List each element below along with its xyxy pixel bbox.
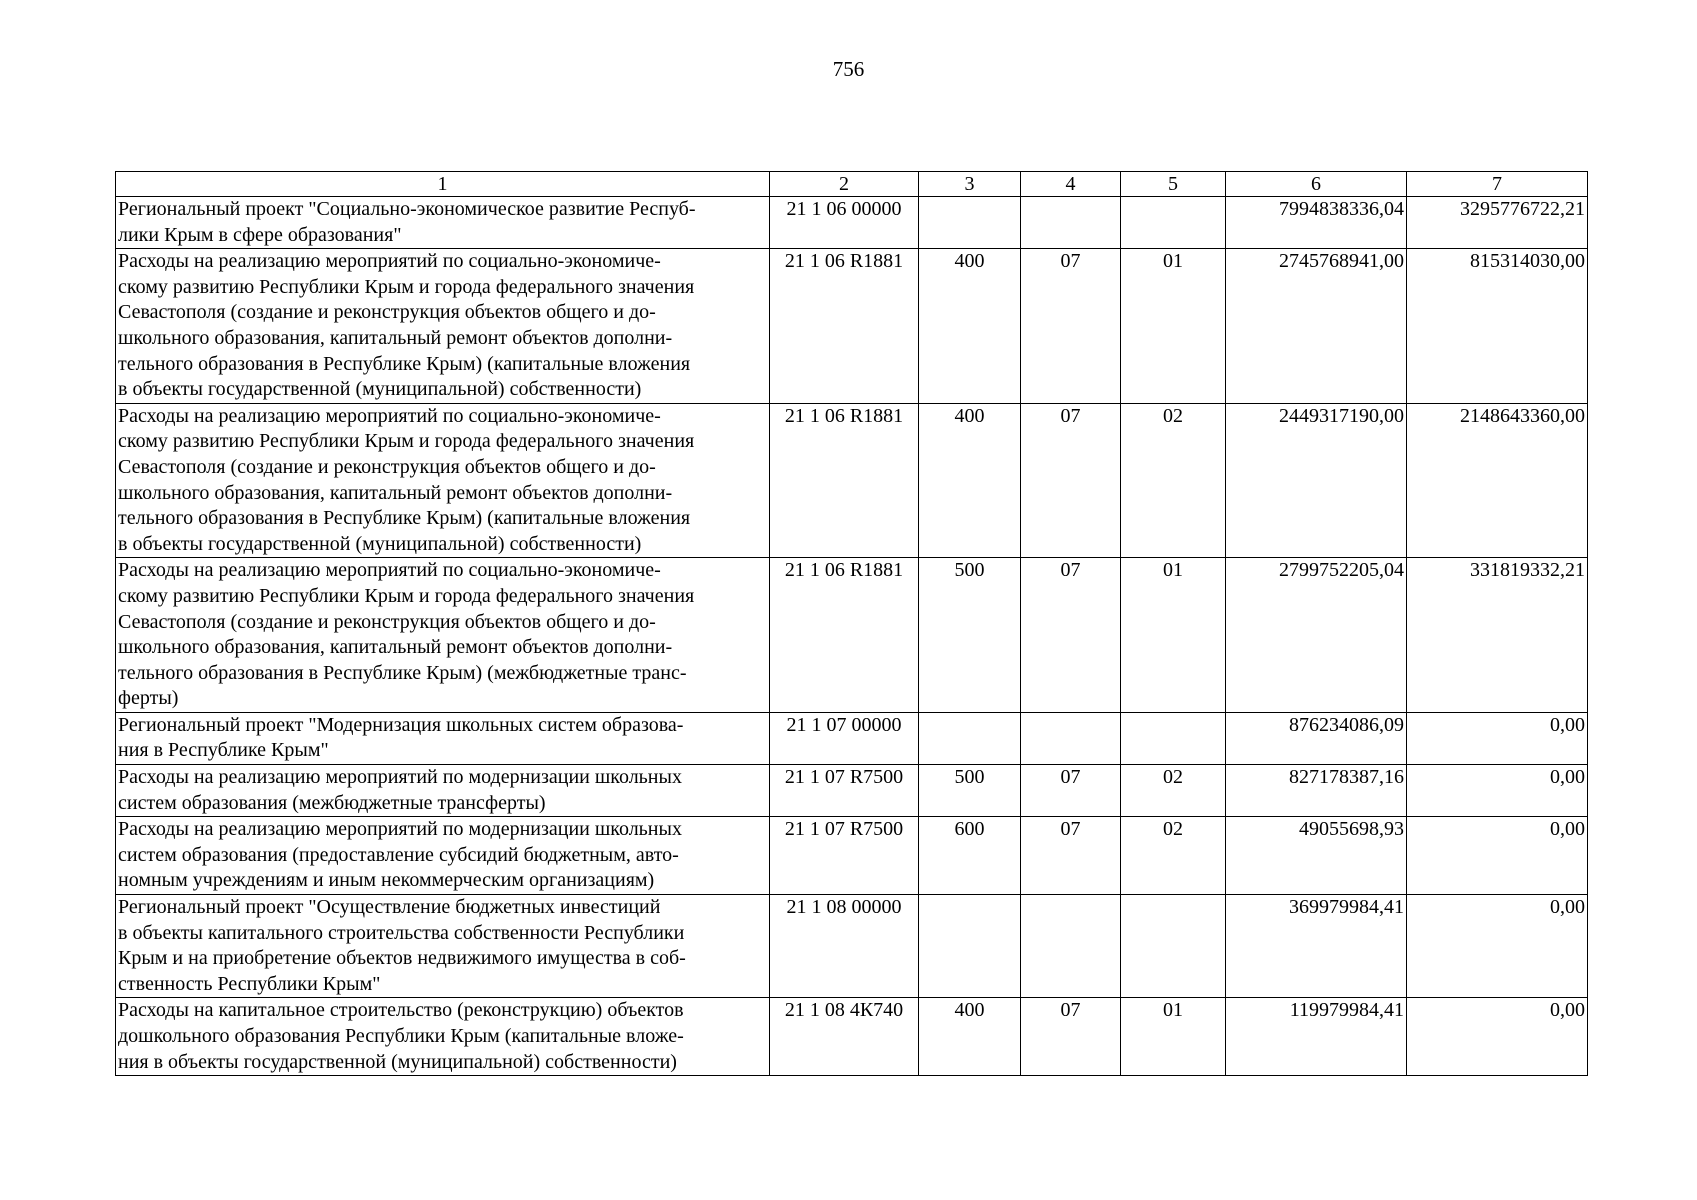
amount-year-1: 2745768941,00 — [1226, 249, 1407, 404]
description-line: школьного образования, капитальный ремонт объектов дополни- — [118, 326, 673, 349]
target-article-code: 21 1 06 00000 — [770, 197, 919, 249]
column-header: 1 — [116, 172, 770, 197]
table-row — [116, 817, 1588, 895]
budget-table — [115, 171, 1588, 1076]
amount-year-2: 331819332,21 — [1407, 558, 1588, 713]
row-description — [116, 558, 770, 713]
subsection-code: 01 — [1121, 558, 1226, 713]
description-line: систем образования (межбюджетные трансферты) — [118, 791, 546, 814]
section-code: 07 — [1021, 249, 1121, 404]
subsection-code: 01 — [1121, 249, 1226, 404]
table-row — [116, 197, 1588, 249]
description-line: школьного образования, капитальный ремонт объектов дополни- — [118, 481, 673, 504]
amount-year-1: 7994838336,04 — [1226, 197, 1407, 249]
section-code: 07 — [1021, 998, 1121, 1076]
section-code: 07 — [1021, 817, 1121, 895]
amount-year-2: 815314030,00 — [1407, 249, 1588, 404]
description-line: скому развитию Республики Крым и города федерального значения — [118, 275, 695, 298]
column-header: 6 — [1226, 172, 1407, 197]
target-article-code: 21 1 06 R1881 — [770, 558, 919, 713]
table-row — [116, 765, 1588, 817]
amount-year-1: 2799752205,04 — [1226, 558, 1407, 713]
description-line: лики Крым в сфере образования" — [118, 223, 402, 246]
target-article-code: 21 1 06 R1881 — [770, 249, 919, 404]
description-line: Региональный проект "Модернизация школьных систем образова- — [118, 713, 684, 736]
description-line: скому развитию Республики Крым и города федерального значения — [118, 584, 695, 607]
expense-type-code — [919, 712, 1021, 764]
amount-year-1: 2449317190,00 — [1226, 403, 1407, 558]
subsection-code: 01 — [1121, 998, 1226, 1076]
target-article-code: 21 1 07 R7500 — [770, 765, 919, 817]
expense-type-code: 400 — [919, 249, 1021, 404]
amount-year-2: 0,00 — [1407, 712, 1588, 764]
section-code: 07 — [1021, 765, 1121, 817]
target-article-code: 21 1 08 00000 — [770, 895, 919, 998]
description-line: тельного образования в Республике Крым) (капитальные вложения — [118, 352, 691, 375]
description-line: номным учреждениям и иным некоммерческим организациям) — [118, 869, 655, 892]
description-line: Севастополя (создание и реконструкция объектов общего и до- — [118, 301, 656, 324]
expense-type-code: 500 — [919, 558, 1021, 713]
section-code: 07 — [1021, 558, 1121, 713]
description-line: в объекты государственной (муниципальной) собственности) — [118, 532, 642, 555]
amount-year-1: 876234086,09 — [1226, 712, 1407, 764]
table-row — [116, 249, 1588, 404]
target-article-code: 21 1 06 R1881 — [770, 403, 919, 558]
description-line: ственность Республики Крым" — [118, 972, 381, 995]
row-description — [116, 765, 770, 817]
table-row — [116, 712, 1588, 764]
description-line: тельного образования в Республике Крым) (межбюджетные транс- — [118, 661, 687, 684]
column-header: 5 — [1121, 172, 1226, 197]
amount-year-2: 2148643360,00 — [1407, 403, 1588, 558]
description-line: Расходы на реализацию мероприятий по модернизации школьных — [118, 766, 682, 789]
section-code — [1021, 712, 1121, 764]
description-line: ния в объекты государственной (муниципальной) собственности) — [118, 1050, 677, 1073]
amount-year-1: 827178387,16 — [1226, 765, 1407, 817]
description-line: в объекты государственной (муниципальной) собственности) — [118, 378, 642, 401]
expense-type-code: 600 — [919, 817, 1021, 895]
section-code: 07 — [1021, 403, 1121, 558]
subsection-code: 02 — [1121, 765, 1226, 817]
subsection-code — [1121, 895, 1226, 998]
description-line: тельного образования в Республике Крым) (капитальные вложения — [118, 507, 691, 530]
subsection-code — [1121, 712, 1226, 764]
description-line: Крым и на приобретение объектов недвижимого имущества в соб- — [118, 947, 686, 970]
target-article-code: 21 1 08 4К740 — [770, 998, 919, 1076]
subsection-code — [1121, 197, 1226, 249]
description-line: Севастополя (создание и реконструкция объектов общего и до- — [118, 610, 656, 633]
amount-year-1: 369979984,41 — [1226, 895, 1407, 998]
description-line: Расходы на реализацию мероприятий по социально-экономиче- — [118, 404, 661, 427]
description-line: ния в Республике Крым" — [118, 739, 329, 762]
description-line: Расходы на реализацию мероприятий по модернизации школьных — [118, 818, 682, 841]
row-description — [116, 895, 770, 998]
description-line: Региональный проект "Социально-экономическое развитие Респуб- — [118, 198, 696, 220]
row-description — [116, 817, 770, 895]
table-row — [116, 895, 1588, 998]
description-line: дошкольного образования Республики Крым (капитальные вложе- — [118, 1025, 684, 1047]
amount-year-2: 0,00 — [1407, 895, 1588, 998]
expense-type-code — [919, 197, 1021, 249]
description-line: Расходы на капитальное строительство (реконструкцию) объектов — [118, 999, 684, 1022]
subsection-code: 02 — [1121, 403, 1226, 558]
description-line: скому развитию Республики Крым и города федерального значения — [118, 430, 695, 453]
description-line: Расходы на реализацию мероприятий по социально-экономиче- — [118, 250, 661, 273]
table-header-row — [116, 172, 1588, 197]
description-line: в объекты капитального строительства собственности Республики — [118, 921, 685, 944]
amount-year-2: 0,00 — [1407, 765, 1588, 817]
table-row — [116, 558, 1588, 713]
target-article-code: 21 1 07 R7500 — [770, 817, 919, 895]
section-code — [1021, 895, 1121, 998]
amount-year-1: 49055698,93 — [1226, 817, 1407, 895]
amount-year-2: 0,00 — [1407, 817, 1588, 895]
expense-type-code: 500 — [919, 765, 1021, 817]
amount-year-2: 3295776722,21 — [1407, 197, 1588, 249]
column-header: 7 — [1407, 172, 1588, 197]
description-line: систем образования (предоставление субсидий бюджетным, авто- — [118, 843, 679, 866]
amount-year-1: 119979984,41 — [1226, 998, 1407, 1076]
row-description — [116, 403, 770, 558]
table-row — [116, 998, 1588, 1076]
amount-year-2: 0,00 — [1407, 998, 1588, 1076]
section-code — [1021, 197, 1121, 249]
target-article-code: 21 1 07 00000 — [770, 712, 919, 764]
column-header: 3 — [919, 172, 1021, 197]
row-description — [116, 712, 770, 764]
column-header: 4 — [1021, 172, 1121, 197]
description-line: школьного образования, капитальный ремонт объектов дополни- — [118, 636, 673, 659]
description-line: Расходы на реализацию мероприятий по социально-экономиче- — [118, 559, 661, 582]
description-line: Региональный проект "Осуществление бюджетных инвестиций — [118, 896, 661, 919]
table-row — [116, 403, 1588, 558]
subsection-code: 02 — [1121, 817, 1226, 895]
description-line: ферты) — [118, 687, 179, 710]
expense-type-code: 400 — [919, 403, 1021, 558]
row-description — [116, 197, 770, 249]
column-header: 2 — [770, 172, 919, 197]
row-description — [116, 249, 770, 404]
expense-type-code — [919, 895, 1021, 998]
table-body — [116, 197, 1588, 1076]
description-line: Севастополя (создание и реконструкция объектов общего и до- — [118, 455, 656, 478]
expense-type-code: 400 — [919, 998, 1021, 1076]
row-description — [116, 998, 770, 1076]
page-number: 756 — [832, 57, 865, 81]
